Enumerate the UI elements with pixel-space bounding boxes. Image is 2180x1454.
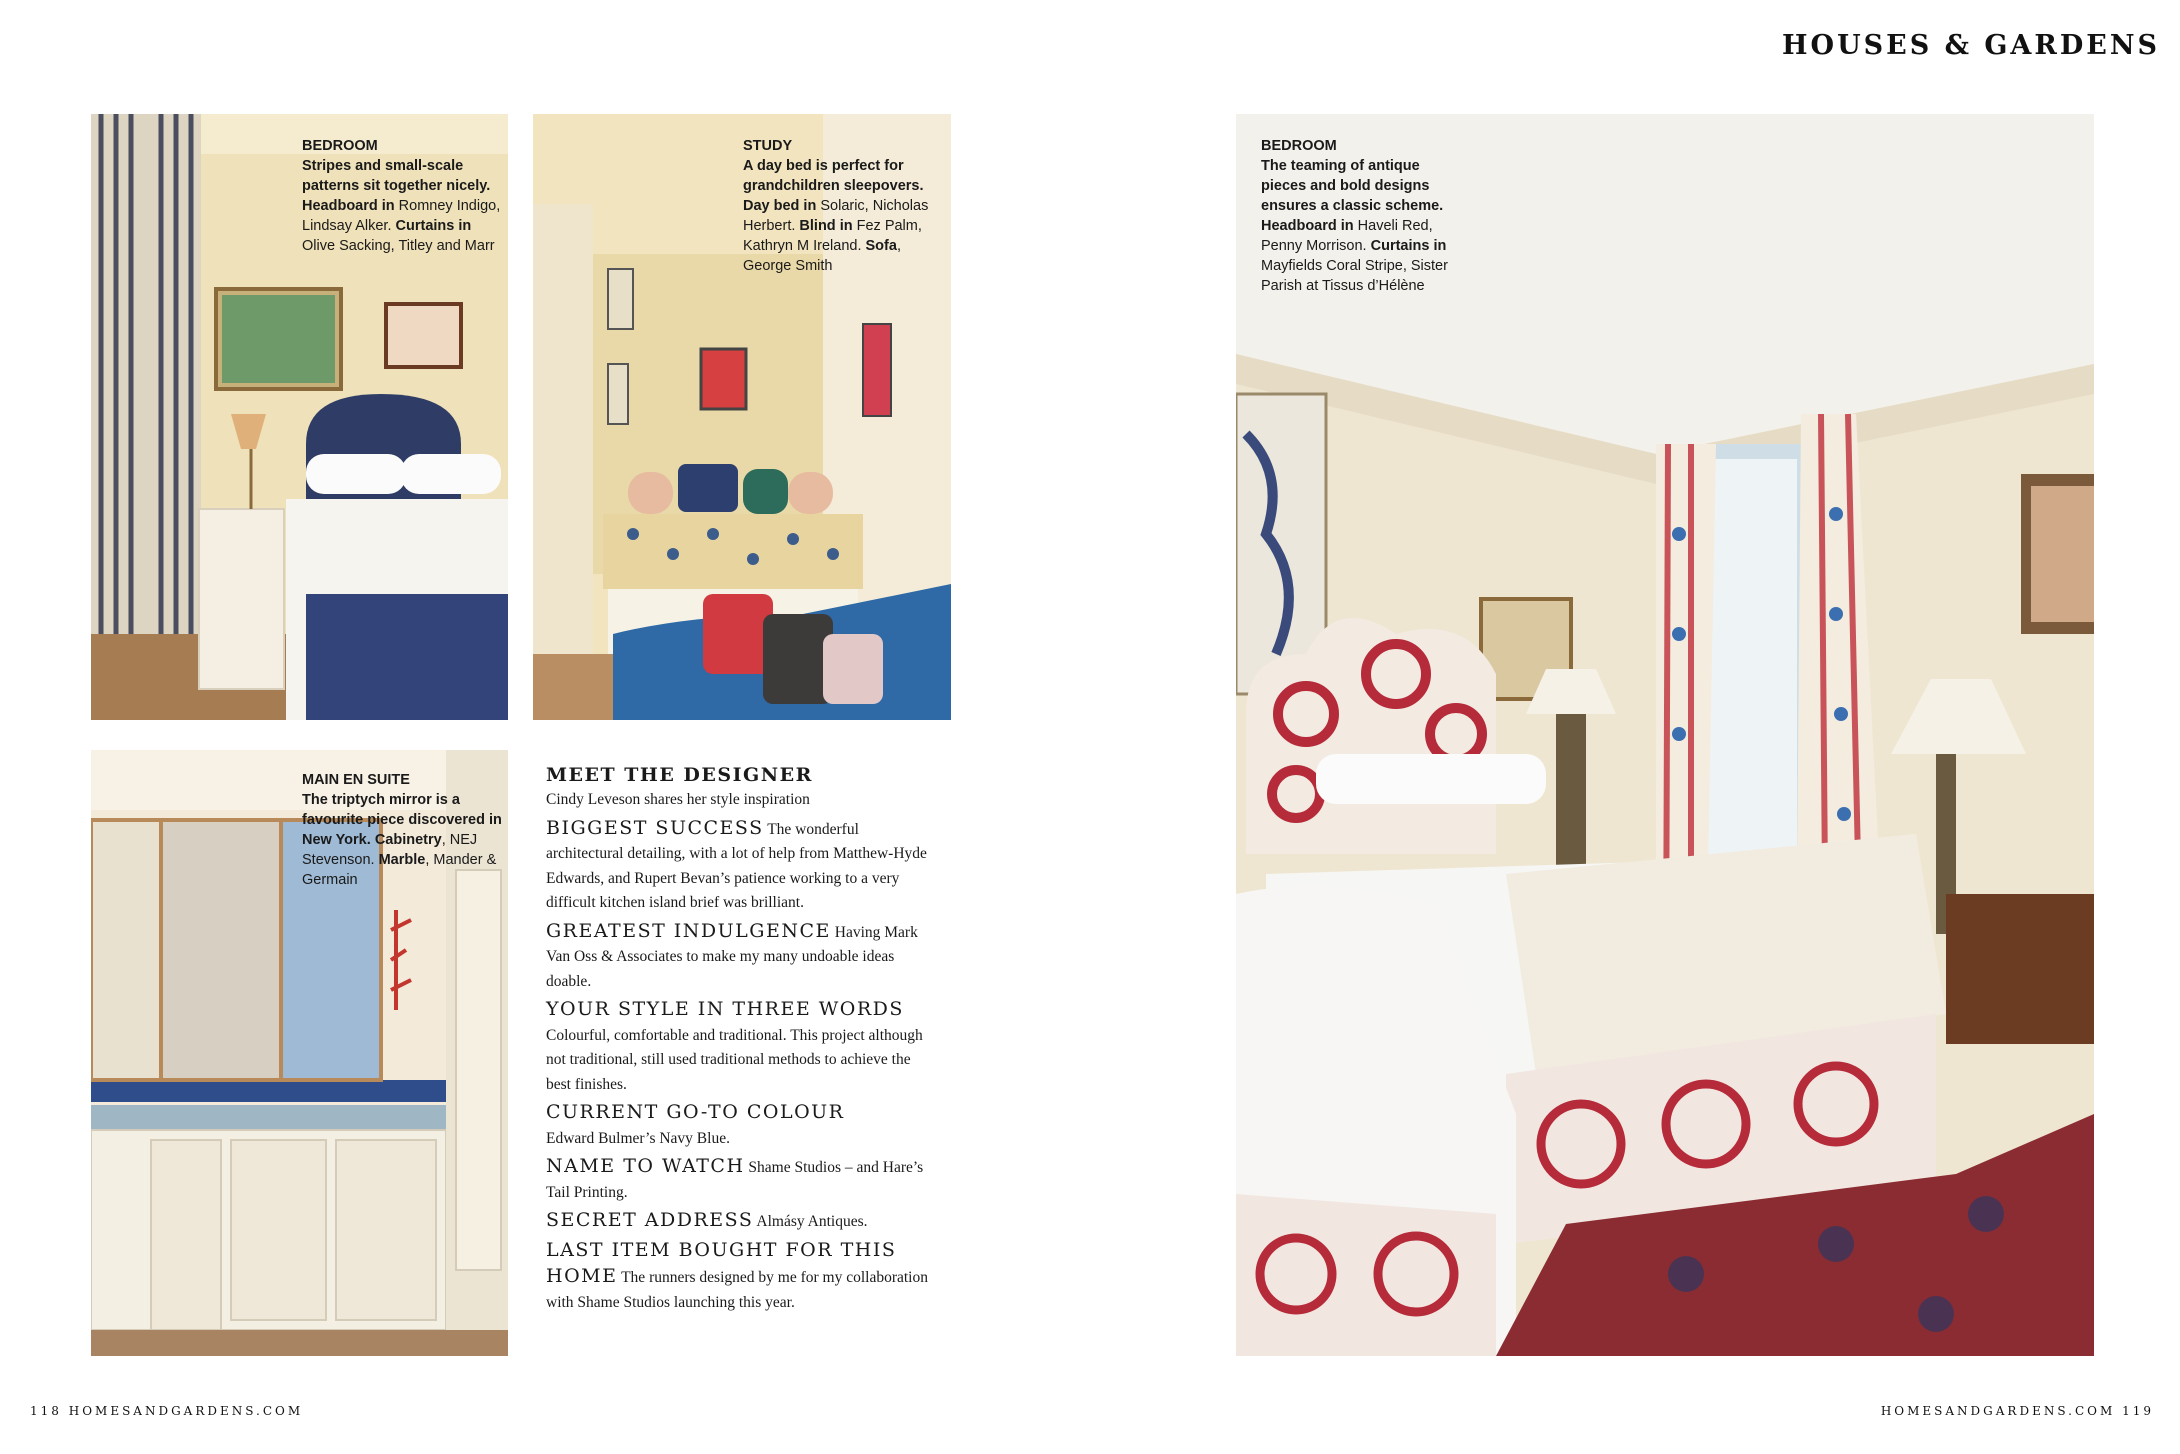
qa-answer: Having Mark Van Oss & Associates to make my many undoable ideas doable. bbox=[546, 923, 918, 990]
qa-question: BIGGEST SUCCESS bbox=[546, 816, 764, 839]
qa-question: LAST ITEM BOUGHT FOR THIS HOME bbox=[546, 1238, 897, 1287]
main-bedroom-photo bbox=[1236, 114, 2094, 1356]
caption-lead: A day bed is perfect for grandchildren sleepovers. bbox=[743, 158, 924, 194]
study-caption bbox=[743, 136, 948, 276]
caption-text: Solaric, Nicholas Herbert. bbox=[743, 198, 929, 234]
qa-answer: Edward Bulmer’s Navy Blue. bbox=[546, 1129, 730, 1147]
qa-answer: Almásy Antiques. bbox=[756, 1213, 868, 1230]
caption-room: BEDROOM bbox=[1261, 138, 1337, 154]
folio-left bbox=[30, 1404, 303, 1418]
qa-question: GREATEST INDULGENCE bbox=[546, 919, 831, 942]
folio-right bbox=[1881, 1404, 2154, 1418]
caption-label: Day bed in bbox=[743, 198, 817, 214]
caption-text: Haveli Red, Penny Morrison. bbox=[1261, 218, 1433, 254]
caption-label: Blind in bbox=[799, 218, 853, 234]
site-url: HOMESANDGARDENS.COM bbox=[68, 1404, 304, 1418]
ensuite-photo bbox=[91, 750, 508, 1356]
qa-item bbox=[546, 816, 936, 916]
caption-text: Mayfields Coral Stripe, Sister Parish at Tissus d’Hélène bbox=[1261, 258, 1448, 294]
caption-room: STUDY bbox=[743, 138, 793, 154]
caption-label: Sofa bbox=[865, 238, 897, 254]
caption-lead: The teaming of antique pieces and bold designs ensures a classic scheme. bbox=[1261, 158, 1444, 214]
qa-answer: The wonderful architectural detailing, with a lot of help from Matthew-Hyde Edwards, and Rupert Bevan’s patience working to a very difficult kitchen island brief was brilliant. bbox=[546, 820, 927, 911]
ensuite-caption bbox=[302, 770, 507, 890]
designer-heading: MEET THE DESIGNER bbox=[546, 764, 813, 786]
qa-answer: The runners designed by me for my collaboration with Shame Studios launching this year. bbox=[546, 1269, 928, 1311]
qa-item bbox=[546, 1100, 936, 1151]
caption-label: Curtains in bbox=[395, 218, 472, 234]
study-photo bbox=[533, 114, 951, 720]
caption-label: Cabinetry bbox=[374, 832, 442, 848]
qa-answer: Shame Studios – and Hare’s Tail Printing. bbox=[546, 1159, 924, 1201]
caption-label: Marble bbox=[378, 852, 426, 868]
caption-text: , NEJ Stevenson. bbox=[302, 832, 478, 868]
caption-text: Olive Sacking, Titley and Marr bbox=[302, 238, 495, 254]
qa-question: YOUR STYLE IN THREE WORDS bbox=[546, 998, 904, 1020]
masthead: HOUSES & GARDENS bbox=[1782, 30, 2160, 61]
caption-label: Headboard in bbox=[302, 198, 395, 214]
qa-item bbox=[546, 1208, 936, 1235]
page-number: 118 bbox=[30, 1404, 62, 1418]
caption-text: , Mander & Germain bbox=[302, 852, 497, 888]
caption-label: Curtains in bbox=[1370, 238, 1447, 254]
qa-item bbox=[546, 997, 936, 1097]
site-url: HOMESANDGARDENS.COM bbox=[1880, 1404, 2116, 1418]
bedroom-caption bbox=[302, 136, 502, 256]
caption-room: BEDROOM bbox=[302, 138, 378, 154]
qa-item bbox=[546, 1238, 936, 1316]
qa-answer: Colourful, comfortable and traditional. This project although not traditional, still used traditional methods to achieve the best finishes. bbox=[546, 1026, 923, 1093]
main-bedroom-caption bbox=[1261, 136, 1461, 296]
page-number: 119 bbox=[2122, 1404, 2154, 1418]
caption-room: MAIN EN SUITE bbox=[302, 772, 410, 788]
qa-question: SECRET ADDRESS bbox=[546, 1209, 754, 1231]
caption-text: , George Smith bbox=[743, 238, 901, 274]
qa-question: CURRENT GO-TO COLOUR bbox=[546, 1101, 845, 1123]
meet-the-designer bbox=[546, 762, 936, 1315]
caption-lead: The triptych mirror is a favourite piece discovered in New York. bbox=[302, 792, 502, 848]
bedroom-photo bbox=[91, 114, 508, 720]
qa-question: NAME TO WATCH bbox=[546, 1155, 745, 1177]
designer-intro: Cindy Leveson shares her style inspiration bbox=[546, 791, 810, 808]
caption-label: Headboard in bbox=[1261, 218, 1354, 234]
qa-item bbox=[546, 1154, 936, 1205]
qa-item bbox=[546, 919, 936, 995]
caption-text: Fez Palm, Kathryn M Ireland. bbox=[743, 218, 922, 254]
caption-text: Romney Indigo, Lindsay Alker. bbox=[302, 198, 501, 234]
caption-lead: Stripes and small-scale patterns sit together nicely. bbox=[302, 158, 491, 194]
